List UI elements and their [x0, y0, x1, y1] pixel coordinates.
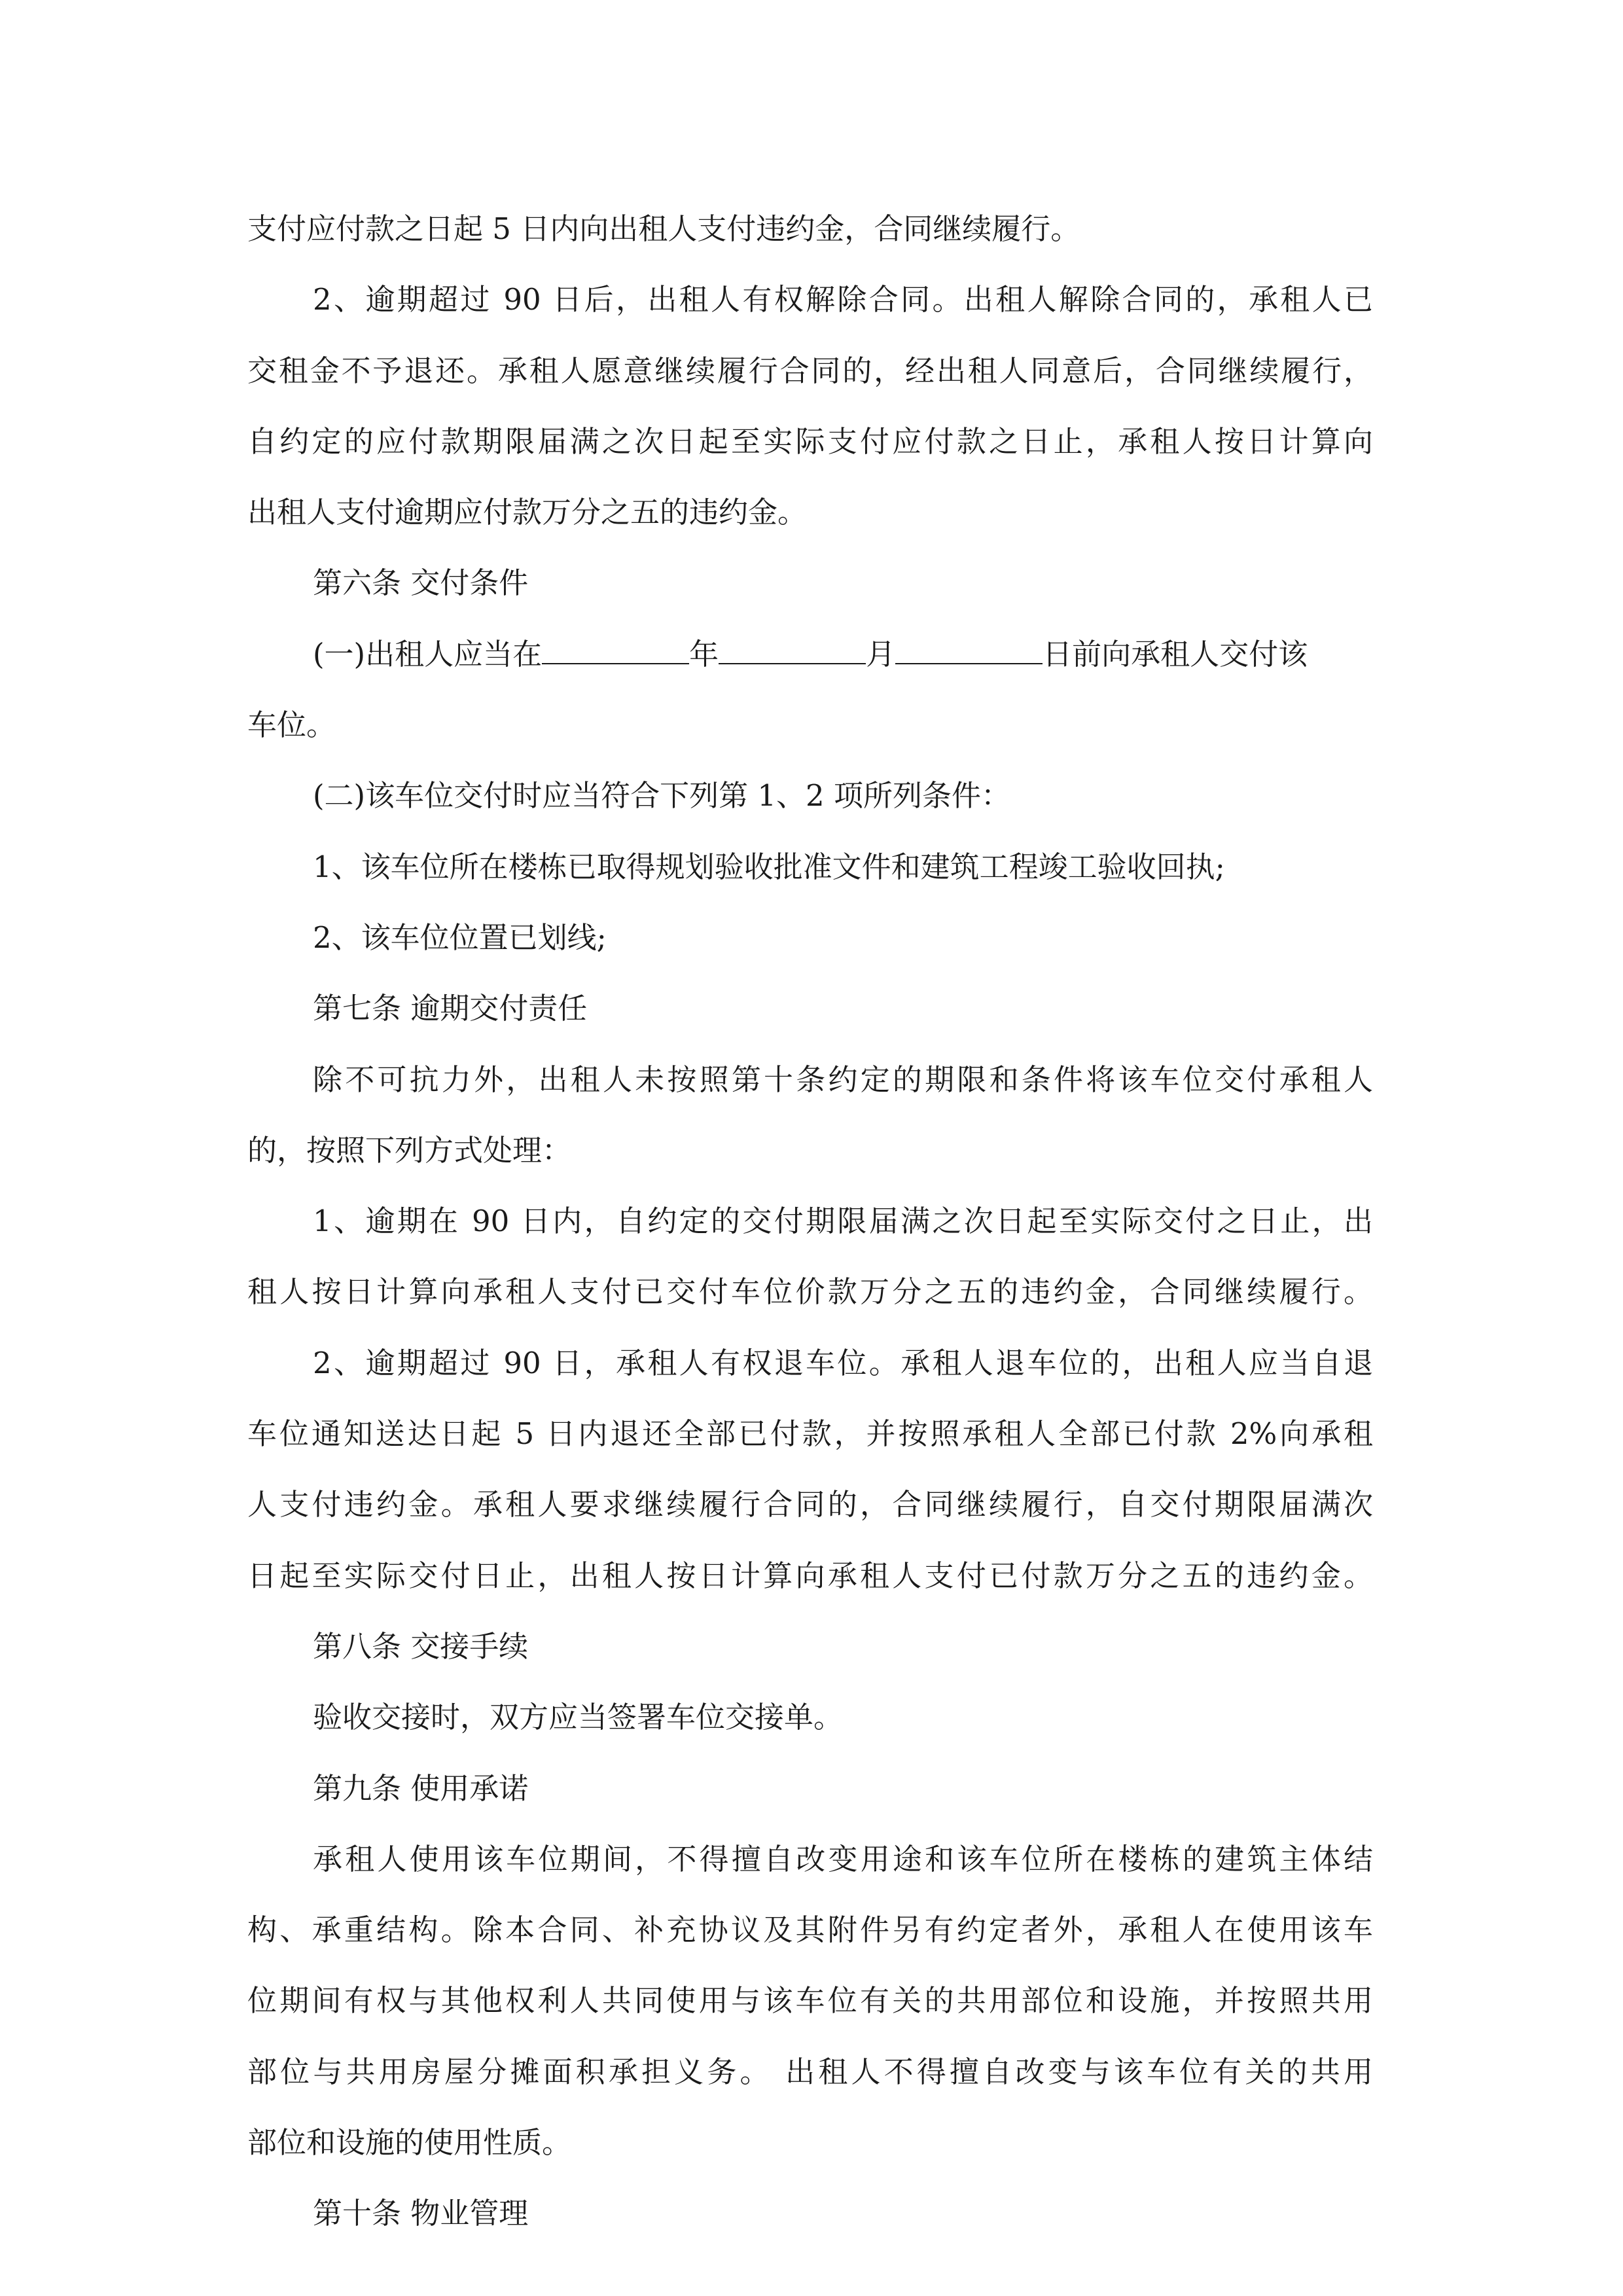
fill-text: 年: [689, 636, 719, 672]
text-line: 除不可抗力外，出租人未按照第十条约定的期限和条件将该车位交付承租人: [313, 1062, 1373, 1097]
text-line: 的，按照下列方式处理：: [247, 1132, 572, 1168]
text-line: 1、该车位所在楼栋已取得规划验收批准文件和建筑工程竣工验收回执;: [313, 849, 1225, 884]
document-body: [247, 194, 1373, 2250]
fill-text: 日前向承租人交付该: [1043, 636, 1308, 672]
text-line: 人支付违约金。承租人要求继续履行合同的，合同继续履行，自交付期限届满次: [247, 1487, 1373, 1522]
text-line: 日起至实际交付日止，出租人按日计算向承租人支付已付款万分之五的违约金。: [247, 1558, 1373, 1593]
text-line: 车位。: [247, 708, 336, 743]
text-line: 1、逾期在 90 日内，自约定的交付期限届满之次日起至实际交付之日止，出: [313, 1204, 1373, 1239]
month-blank: [719, 637, 866, 664]
section-heading: 第六条 交付条件: [313, 565, 529, 601]
fill-in-line: [247, 619, 1373, 690]
text-line: 自约定的应付款期限届满之次日起至实际支付应付款之日止，承租人按日计算向: [247, 423, 1373, 459]
text-line: 交租金不予退还。承租人愿意继续履行合同的，经出租人同意后，合同继续履行，: [247, 353, 1373, 388]
text-line: 位期间有权与其他权利人共同使用与该车位有关的共用部位和设施，并按照共用: [247, 1983, 1373, 2018]
day-blank: [895, 637, 1043, 664]
text-line: 2、逾期超过 90 日后，出租人有权解除合同。出租人解除合同的，承租人已: [313, 282, 1373, 317]
fill-text: (一)出租人应当在: [313, 636, 543, 672]
section-heading: 第十条 物业管理: [313, 2196, 529, 2231]
text-line: 支付应付款之日起 5 日内向出租人支付违约金，合同继续履行。: [247, 211, 1080, 246]
text-line: 验收交接时，双方应当签署车位交接单。: [313, 1700, 844, 1735]
text-line: 租人按日计算向承租人支付已交付车位价款万分之五的违约金，合同继续履行。: [247, 1274, 1373, 1310]
text-line: 构、承重结构。除本合同、补充协议及其附件另有约定者外，承租人在使用该车: [247, 1912, 1373, 1948]
fill-text: 月: [866, 636, 896, 672]
text-line: 车位通知送达日起 5 日内退还全部已付款，并按照承租人全部已付款 2%向承租: [247, 1416, 1373, 1452]
text-line: 出租人支付逾期应付款万分之五的违约金。: [247, 495, 808, 530]
text-line: (二)该车位交付时应当符合下列第 1、2 项所列条件：: [313, 778, 1010, 814]
section-heading: 第七条 逾期交付责任: [313, 991, 588, 1026]
year-blank: [542, 637, 689, 664]
text-line: 承租人使用该车位期间，不得擅自改变用途和该车位所在楼栋的建筑主体结: [313, 1841, 1373, 1876]
section-heading: 第八条 交接手续: [313, 1628, 529, 1664]
text-line: 2、该车位位置已划线;: [313, 920, 607, 955]
text-line: 部位和设施的使用性质。: [247, 2125, 572, 2161]
section-heading: 第九条 使用承诺: [313, 1770, 529, 1806]
text-line: 部位与共用房屋分摊面积承担义务。 出租人不得擅自改变与该车位有关的共用: [247, 2054, 1373, 2089]
text-line: 2、逾期超过 90 日，承租人有权退车位。承租人退车位的，出租人应当自退: [313, 1345, 1373, 1380]
